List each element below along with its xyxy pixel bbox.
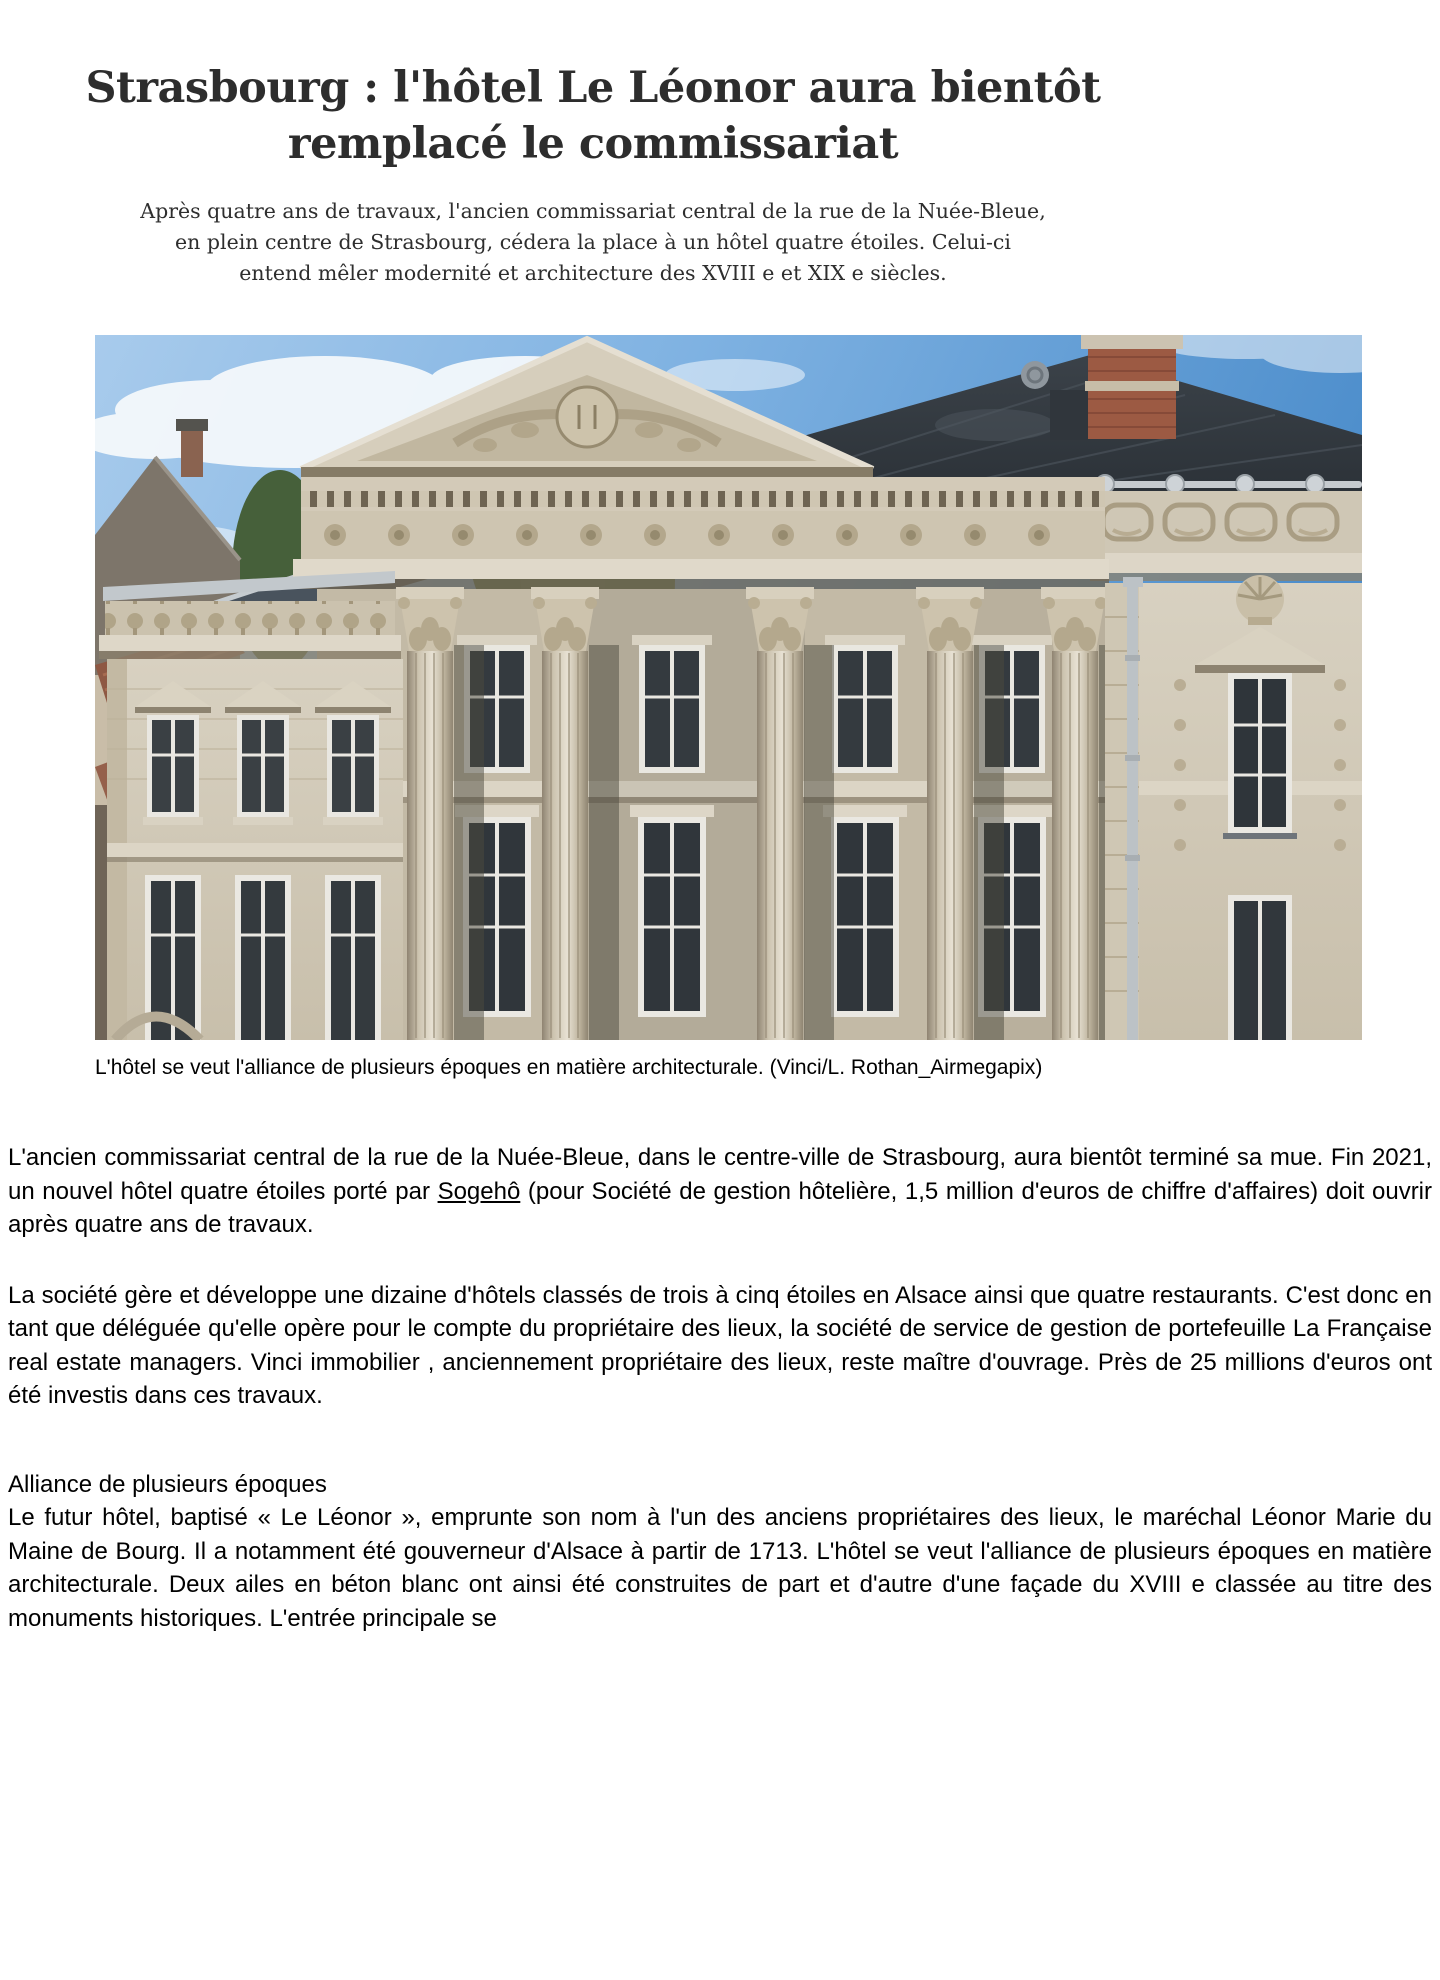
article-lede: Après quatre ans de travaux, l'ancien commissariat central de la rue de la Nuée-Bleue, en plein centre de Strasbourg, cédera la place à un hôtel quatre étoiles. Celui-ci entend mêler modernité et architecture des XVIII e et XIX e siècles. xyxy=(140,199,1046,285)
paragraph-1-text-before: L'ancien commissariat central de la rue de la Nuée-Bleue, dans le centre-ville de Strasbourg, aura bientôt terminé sa mue. Fin 2021, un nouvel hôtel quatre étoiles porté par xyxy=(8,1144,1432,1205)
paragraph-2: La société gère et développe une dizaine d'hôtels classés de trois à cinq étoiles en Alsace ainsi que quatre restaurants. C'est donc en tant que déléguée qu'elle opère pour le compte du propriétaire des lieux, la société de service de gestion de portefeuille La Française real estate managers. Vinci immobilier , anciennement propriétaire des lieux, reste maître d'ouvrage. Près de 25 millions d'euros ont été investis dans ces travaux. xyxy=(8,1281,1432,1409)
paragraph-3: Le futur hôtel, baptisé « Le Léonor », emprunte son nom à l'un des anciens propriétaires des lieux, le maréchal Léonor Marie du Maine de Bourg. Il a notamment été gouverneur d'Alsace à partir de 1713. L'hôtel se veut l'alliance de plusieurs époques en matière architecturale. Deux ailes en béton blanc ont ainsi été construites de part et d'autre d'une façade du XVIII e classée au titre des monuments historiques. L'entrée principale se xyxy=(8,1504,1432,1632)
subheading: Alliance de plusieurs époques xyxy=(8,1470,327,1498)
paragraph-1-text-after: (pour Société de gestion hôtelière, 1,5 million d'euros de chiffre d'affaires) doit ouvrir après quatre ans de travaux. xyxy=(8,1177,1433,1238)
article-photo xyxy=(95,335,1362,1040)
article-body xyxy=(8,1141,1432,1635)
article-figure xyxy=(95,335,1362,1081)
sogeho-link[interactable]: Sogehô xyxy=(437,1177,521,1205)
paragraph-1 xyxy=(8,1141,1432,1242)
page-title: Strasbourg : l'hôtel Le Léonor aura bientôt remplacé le commissariat xyxy=(85,63,1101,169)
article-header xyxy=(78,60,1108,289)
photo-caption: L'hôtel se veut l'alliance de plusieurs époques en matière architecturale. (Vinci/L. Rothan_Airmegapix) xyxy=(95,1056,1043,1079)
